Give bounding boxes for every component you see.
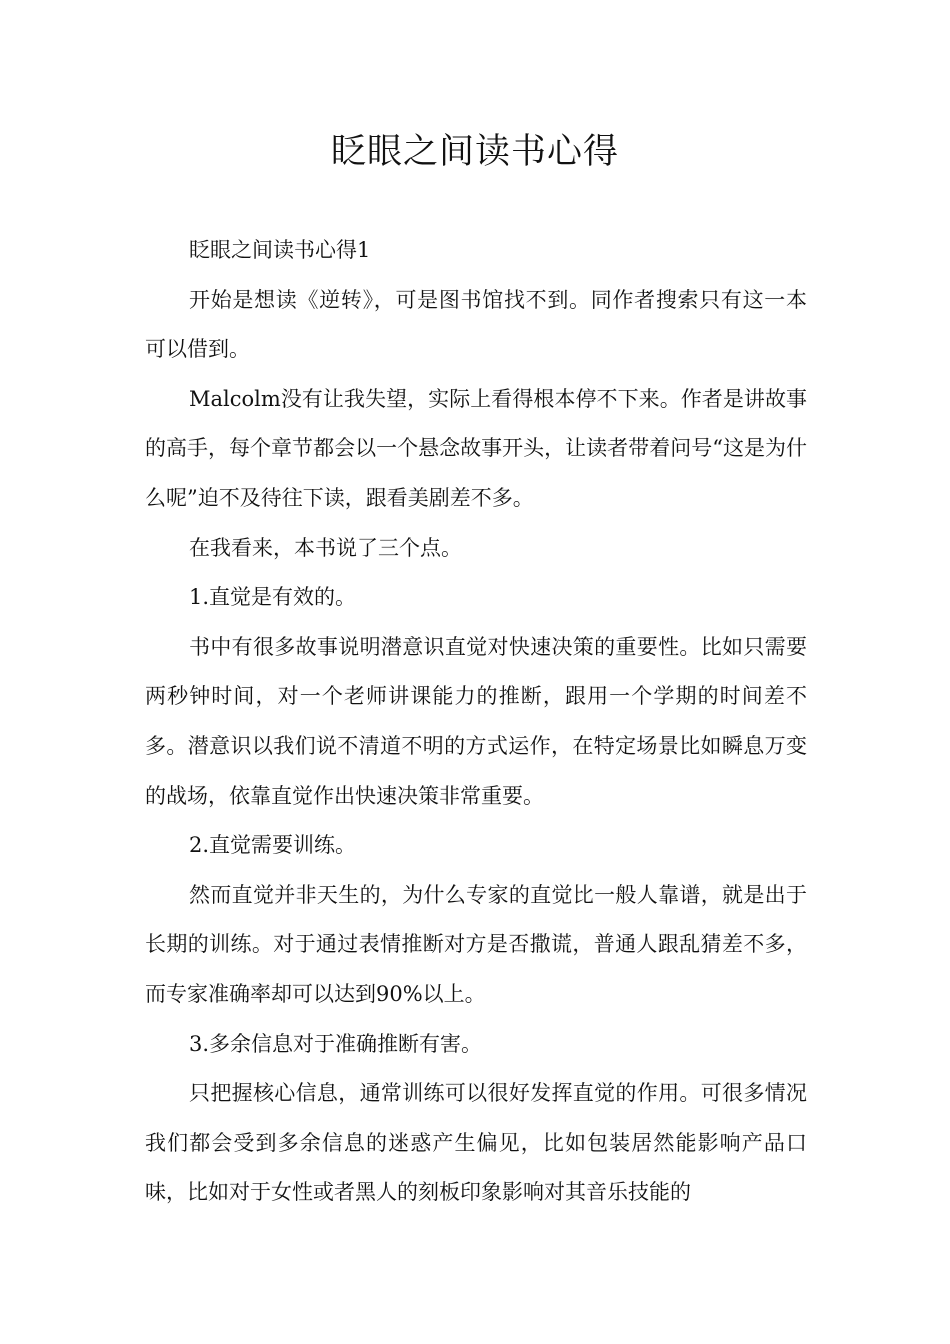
point-1-heading: 1.直觉是有效的。 (189, 585, 357, 610)
point-1-paragraph: 书中有很多故事说明潜意识直觉对快速决策的重要性。比如只需要两秒钟时间，对一个老师讲课能力的推断，跟用一个学期的时间差不多。潜意识以我们说不清道不明的方式运作，在特定场景比如瞬息万变的战场，依靠直觉作出快速决策非常重要。 (145, 634, 807, 808)
point-2-paragraph: 然而直觉并非天生的，为什么专家的直觉比一般人靠谱，就是出于长期的训练。对于通过表情推断对方是否撒谎，普通人跟乱猜差不多，而专家准确率却可以达到90%以上。 (145, 882, 807, 1006)
intro-paragraph: 开始是想读《逆转》，可是图书馆找不到。同作者搜索只有这一本可以借到。 (145, 287, 807, 362)
summary-paragraph: 在我看来，本书说了三个点。 (189, 535, 462, 560)
document-title: 眨眼之间读书心得 (330, 132, 619, 172)
point-3-paragraph: 只把握核心信息，通常训练可以很好发挥直觉的作用。可很多情况我们都会受到多余信息的迷惑产生偏见，比如包装居然能影响产品口味，比如对于女性或者黑人的刻板印象影响对其音乐技能的 (145, 1081, 807, 1205)
author-paragraph: Malcolm没有让我失望，实际上看得根本停不下来。作者是讲故事的高手，每个章节都会以一个悬念故事开头，让读者带着问号“这是为什么呢”迫不及待往下读，跟看美剧差不多。 (145, 386, 807, 510)
point-2-heading: 2.直觉需要训练。 (189, 833, 357, 858)
document-body (145, 226, 807, 1218)
subtitle-paragraph: 眨眼之间读书心得1 (189, 238, 371, 262)
point-3-heading: 3.多余信息对于准确推断有害。 (189, 1031, 483, 1056)
